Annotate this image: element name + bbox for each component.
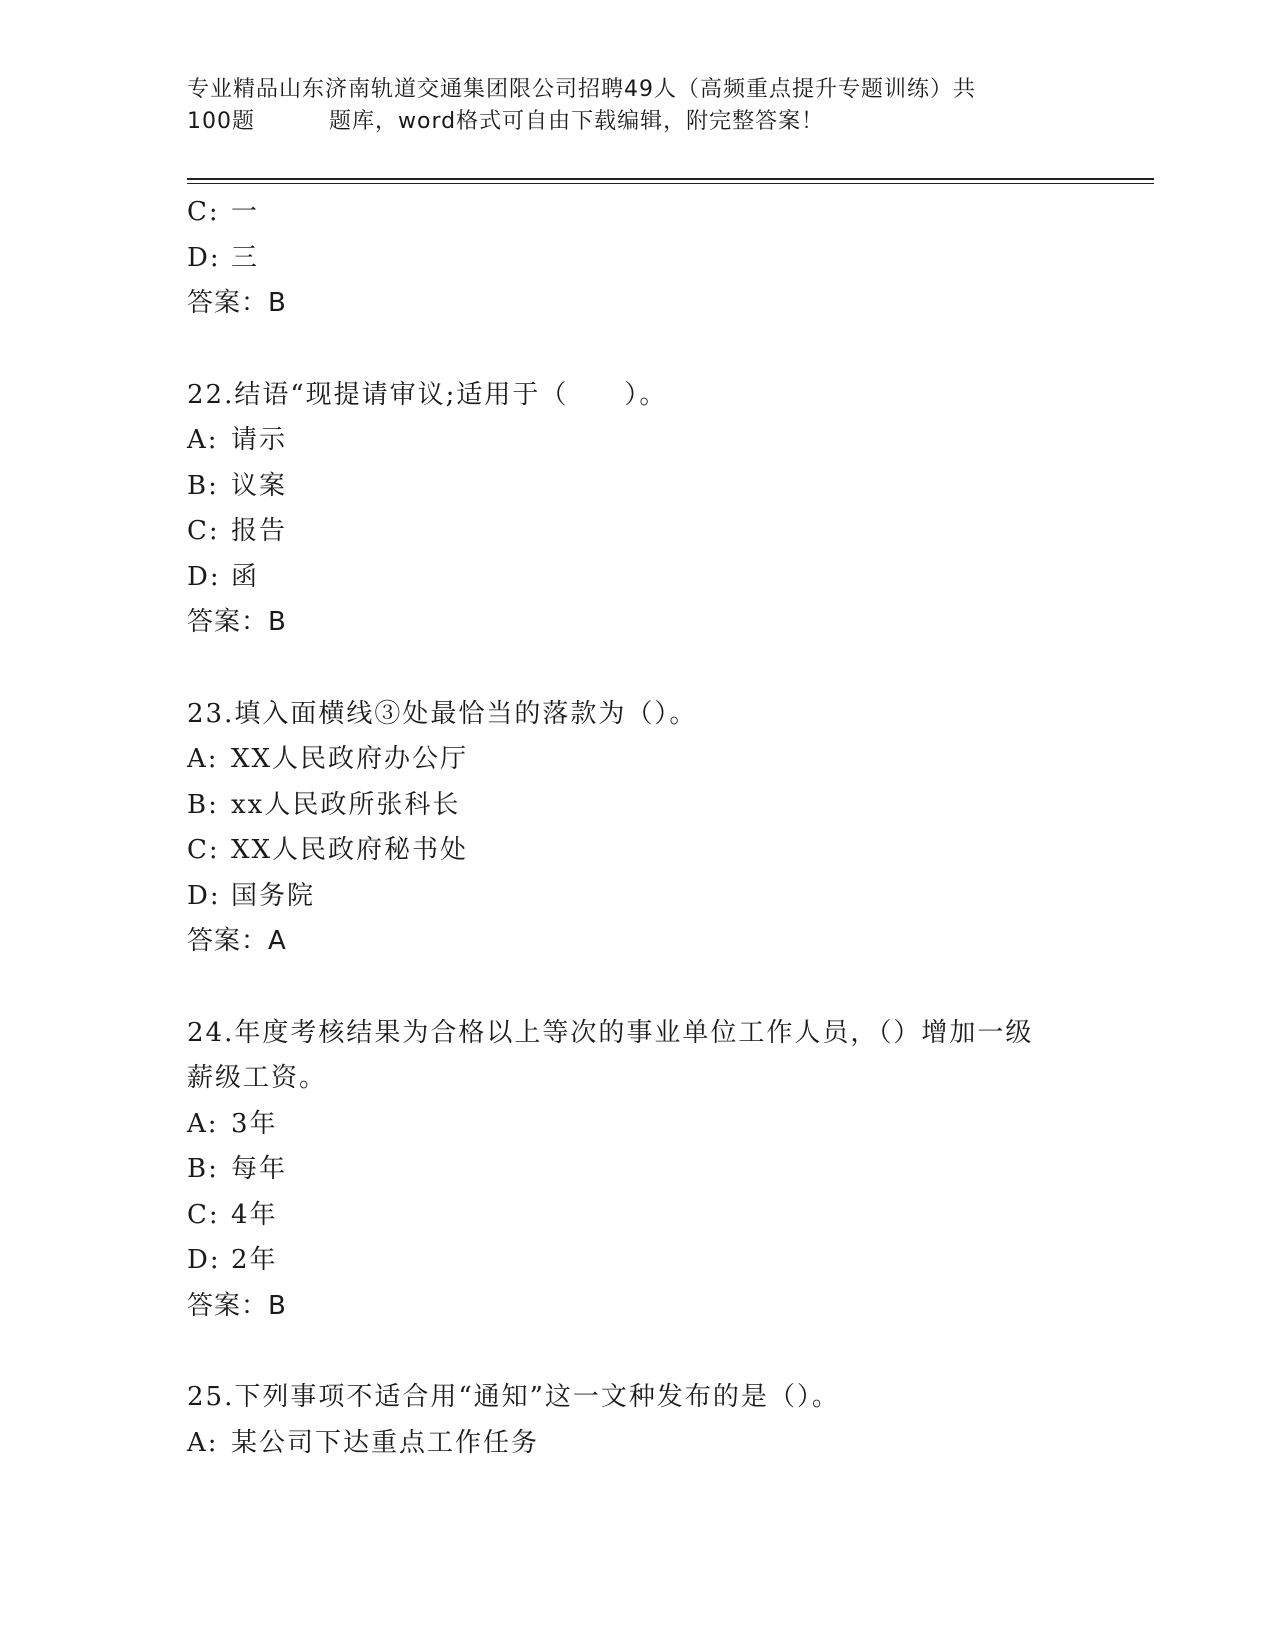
option-d: D: 三	[187, 242, 260, 273]
option-a: A: 请示	[187, 425, 288, 455]
question-stem: 23.填入面横线③处最恰当的落款为（）。	[187, 698, 698, 729]
option-c: C: XX人民政府秘书处	[187, 835, 469, 865]
question-block	[187, 373, 1087, 646]
question-block	[187, 190, 1087, 327]
header-divider-thin	[187, 183, 1154, 184]
header-title-line-1: 专业精品山东济南轨道交通集团限公司招聘49人（高频重点提升专题训练）共	[187, 77, 976, 102]
option-d: D: 2年	[187, 1245, 278, 1275]
option-c: C: 报告	[187, 516, 288, 546]
header-title-line-2-start: 100题	[187, 109, 255, 134]
answer-line: 答案：B	[187, 1290, 287, 1321]
header-title-line-2	[187, 106, 1087, 138]
question-stem: 22.结语“现提请审议;适用于（ ）。	[187, 379, 668, 410]
option-d: D: 函	[187, 561, 260, 592]
option-b: B: 议案	[187, 470, 288, 501]
question-block	[187, 692, 1087, 965]
question-block	[187, 1011, 1087, 1330]
option-a: A: 3年	[187, 1108, 278, 1139]
question-block	[187, 1375, 1087, 1466]
document-header	[187, 74, 1087, 138]
question-stem: 25.下列事项不适合用“通知”这一文种发布的是（）。	[187, 1382, 840, 1412]
option-c: C: 4年	[187, 1199, 278, 1230]
answer-line: 答案：B	[187, 288, 287, 318]
option-d: D: 国务院	[187, 880, 316, 911]
answer-line: 答案：A	[187, 926, 287, 956]
option-a: A: 某公司下达重点工作任务	[187, 1427, 540, 1458]
header-divider-thick	[187, 178, 1154, 180]
question-stem-continued: 薪级工资。	[187, 1063, 328, 1093]
question-list	[187, 190, 1087, 1466]
option-b: B: xx人民政所张科长	[187, 789, 461, 820]
option-b: B: 每年	[187, 1154, 288, 1184]
option-a: A: XX人民政府办公厅	[187, 744, 469, 774]
question-stem: 24.年度考核结果为合格以上等次的事业单位工作人员，（）增加一级	[187, 1017, 1034, 1048]
answer-line: 答案：B	[187, 607, 287, 637]
header-title-line-2-end: 题库，word格式可自由下载编辑，附完整答案！	[329, 109, 825, 134]
option-c: C: 一	[187, 197, 260, 227]
